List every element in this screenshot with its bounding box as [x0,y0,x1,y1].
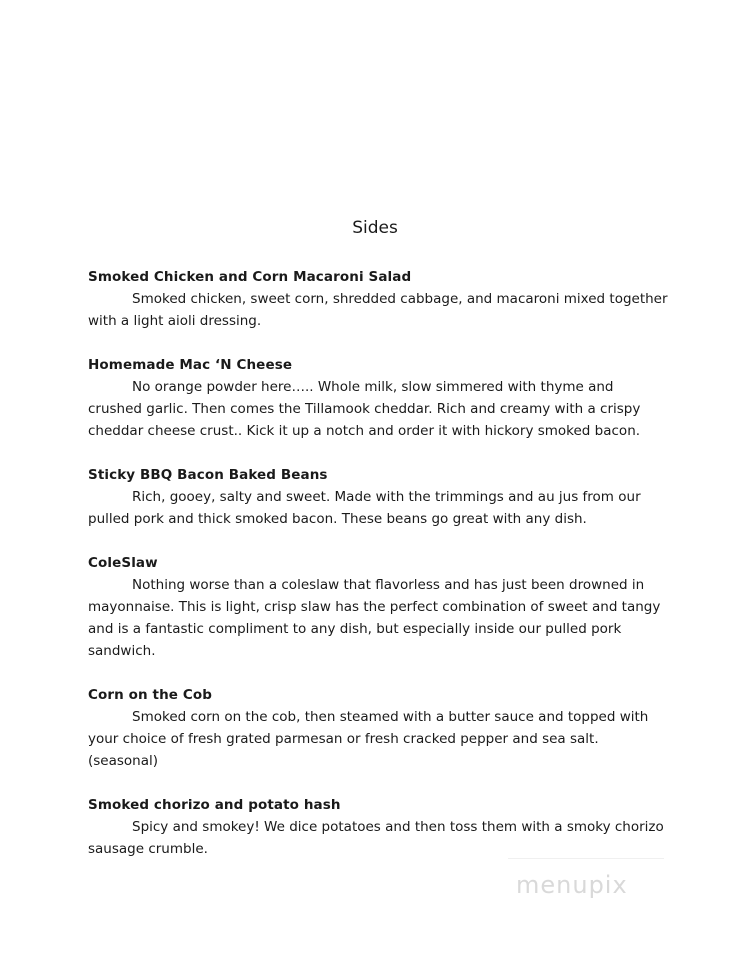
menu-item-chorizo-hash [88,794,668,860]
menu-item-corn-on-the-cob [88,684,668,772]
item-name: Homemade Mac ‘N Cheese [88,357,293,373]
item-name: Smoked chorizo and potato hash [88,797,341,813]
item-description: Nothing worse than a coleslaw that flavorless and has just been drowned in mayonnaise. This is light, crisp slaw has the perfect combination of sweet and tangy and is a fantastic compliment to any dish, but especially inside our pulled pork sandwich. [88,577,661,659]
item-name: ColeSlaw [88,555,158,571]
menu-item-macaroni-salad [88,266,668,332]
item-description: No orange powder here….. Whole milk, slow simmered with thyme and crushed garlic. Then comes the Tillamook cheddar. Rich and creamy with a crispy cheddar cheese crust.. Kick it up a notch and order it with hickory smoked bacon. [88,379,641,439]
item-description: Smoked chicken, sweet corn, shredded cabbage, and macaroni mixed together with a light aioli dressing. [88,291,668,329]
watermark-divider [508,858,664,859]
item-name: Sticky BBQ Bacon Baked Beans [88,467,328,483]
page-title: Sides [352,218,398,238]
menu-item-mac-n-cheese [88,354,668,442]
item-description: Smoked corn on the cob, then steamed with a butter sauce and topped with your choice of fresh grated parmesan or fresh cracked pepper and sea salt. (seasonal) [88,709,649,769]
menu-item-coleslaw [88,552,668,662]
item-name: Smoked Chicken and Corn Macaroni Salad [88,269,412,285]
sides-menu-list [88,266,668,882]
item-name: Corn on the Cob [88,687,213,703]
menupix-watermark: menupix [516,871,628,899]
item-description: Spicy and smokey! We dice potatoes and then toss them with a smoky chorizo sausage crumble. [88,819,664,857]
item-description: Rich, gooey, salty and sweet. Made with the trimmings and au jus from our pulled pork and thick smoked bacon. These beans go great with any dish. [88,489,641,527]
menu-item-baked-beans [88,464,668,530]
